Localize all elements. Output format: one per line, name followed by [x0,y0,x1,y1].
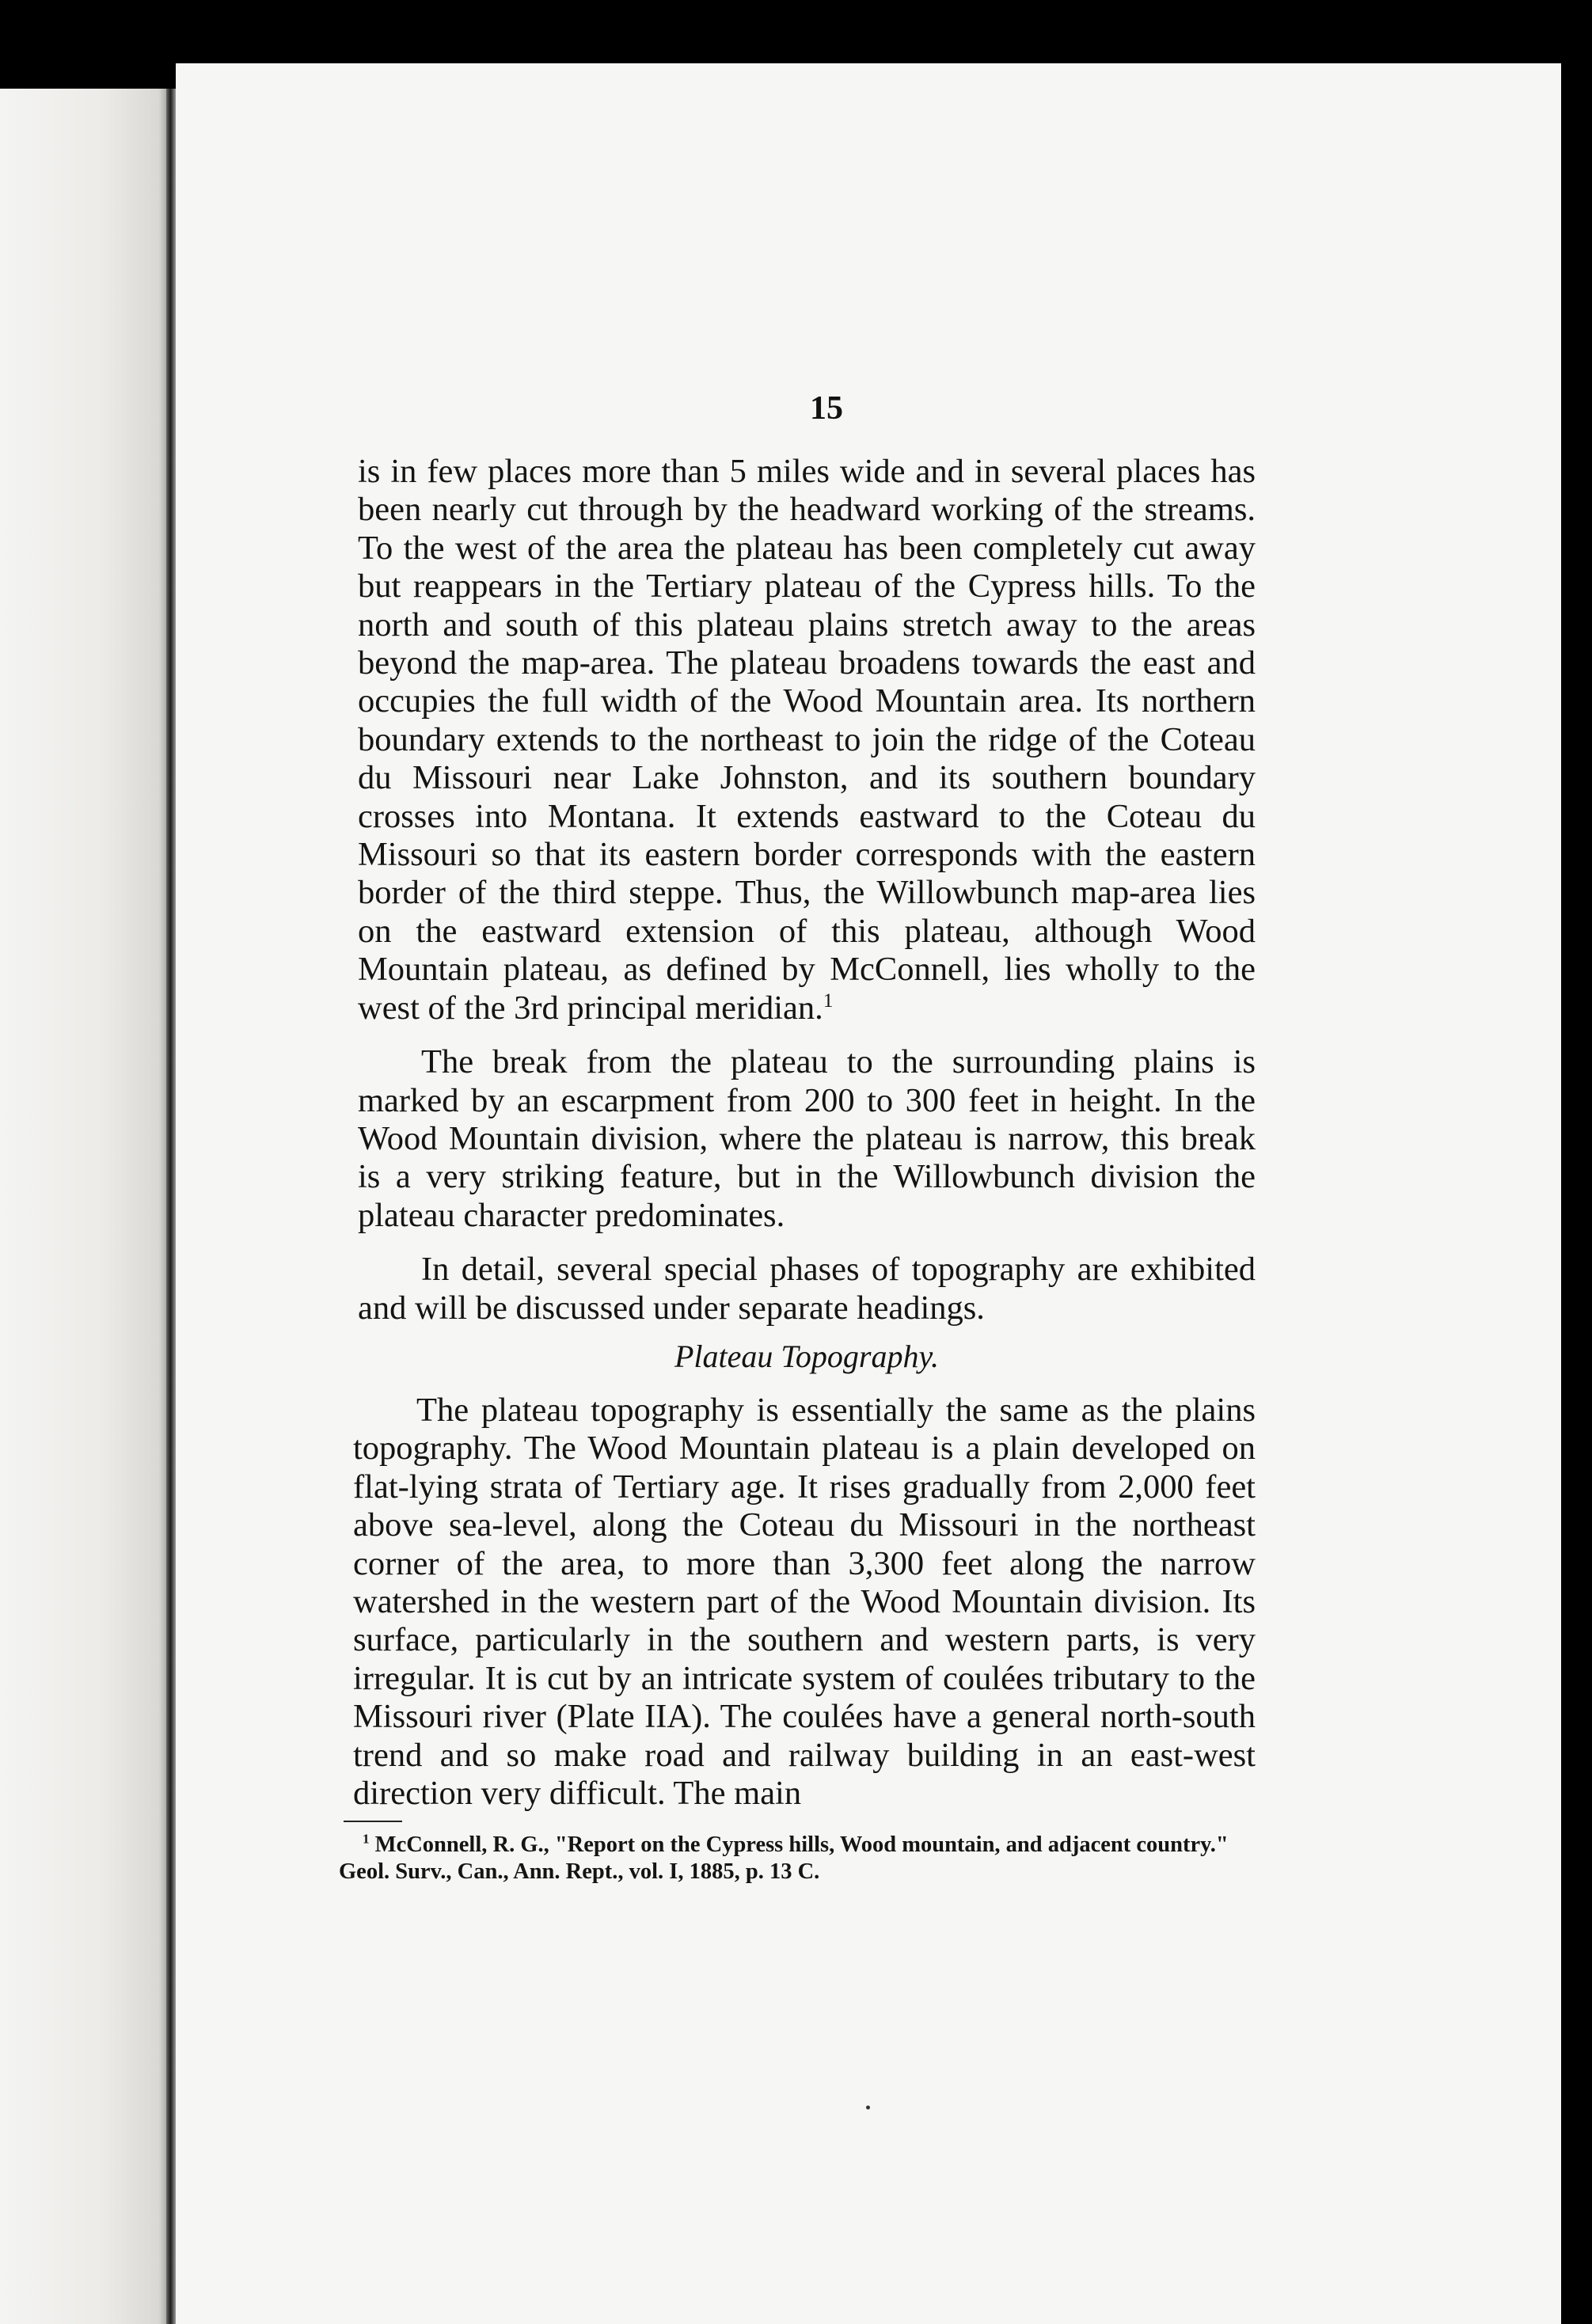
footnote-body: McConnell, R. G., "Report on the Cypress hills, Wood mountain, and adjacent country." Geol. Surv., Can., Ann. Rept., vol. I, 1885, p. 13 C. [339,1832,1229,1884]
footnote-text [339,1832,1257,1885]
footnote-divider [344,1821,402,1822]
paragraph-text: is in few places more than 5 miles wide and in several places has been nearly cut through by the headward working of the streams. To the west of the area the plateau has been completely cut away but reappears in the Tertiary plateau of the Cypress hills. To the north and south of this plateau plains stretch away to the areas beyond the map-area. The plateau broadens towards the east and occupies the full width of the Wood Mountain area. Its northern boundary extends to the northeast to join the ridge of the Coteau du Missouri near Lake Johnston, and its southern boundary crosses into Montana. It extends eastward to the Coteau du Missouri so that its eastern border corresponds with the eastern border of the third steppe. Thus, the Willowbunch map-area lies on the eastward extension of this plateau, although Wood Mountain plateau, as defined by McConnell, lies wholly to the west of the 3rd principal meridian. [358,453,1256,1027]
facing-page-edge [0,89,173,2324]
paragraph-escarpment: The break from the plateau to the surrounding plains is marked by an escarpment from 200 to 300 feet in height. In the Wood Mountain division, where the plateau is narrow, this break is a very striking feature, but in the Willowbunch division the plateau character predominates. [358,1043,1256,1234]
book-binding [166,89,176,2324]
footnote-reference: 1 [823,988,834,1012]
paragraph-continued [358,453,1256,1027]
paragraph-plateau-topography: The plateau topography is essentially the same as the plains topography. The Wood Mountain plateau is a plain developed on flat-lying strata of Tertiary age. It rises gradually from 2,000 feet above sea-level, along the Coteau du Missouri in the northeast corner of the area, to more than 3,300 feet along the narrow watershed in the western part of the Wood Mountain division. Its surface, particularly in the southern and western parts, is very irregular. It is cut by an intricate system of coulées tributary to the Missouri river (Plate IIA). The coulées have a general north-south trend and so make road and railway building in an east-west direction very difficult. The main [353,1392,1256,1813]
footnote-marker: 1 [363,1831,370,1847]
body-text [358,453,1256,1327]
footnote [339,1832,1257,1885]
stray-ink-dot [866,2106,870,2109]
section-body [353,1392,1256,1813]
page-number: 15 [810,390,843,427]
paragraph-phases: In detail, several special phases of topography are exhibited and will be discussed under separate headings. [358,1251,1256,1327]
section-heading: Plateau Topography. [674,1339,940,1374]
